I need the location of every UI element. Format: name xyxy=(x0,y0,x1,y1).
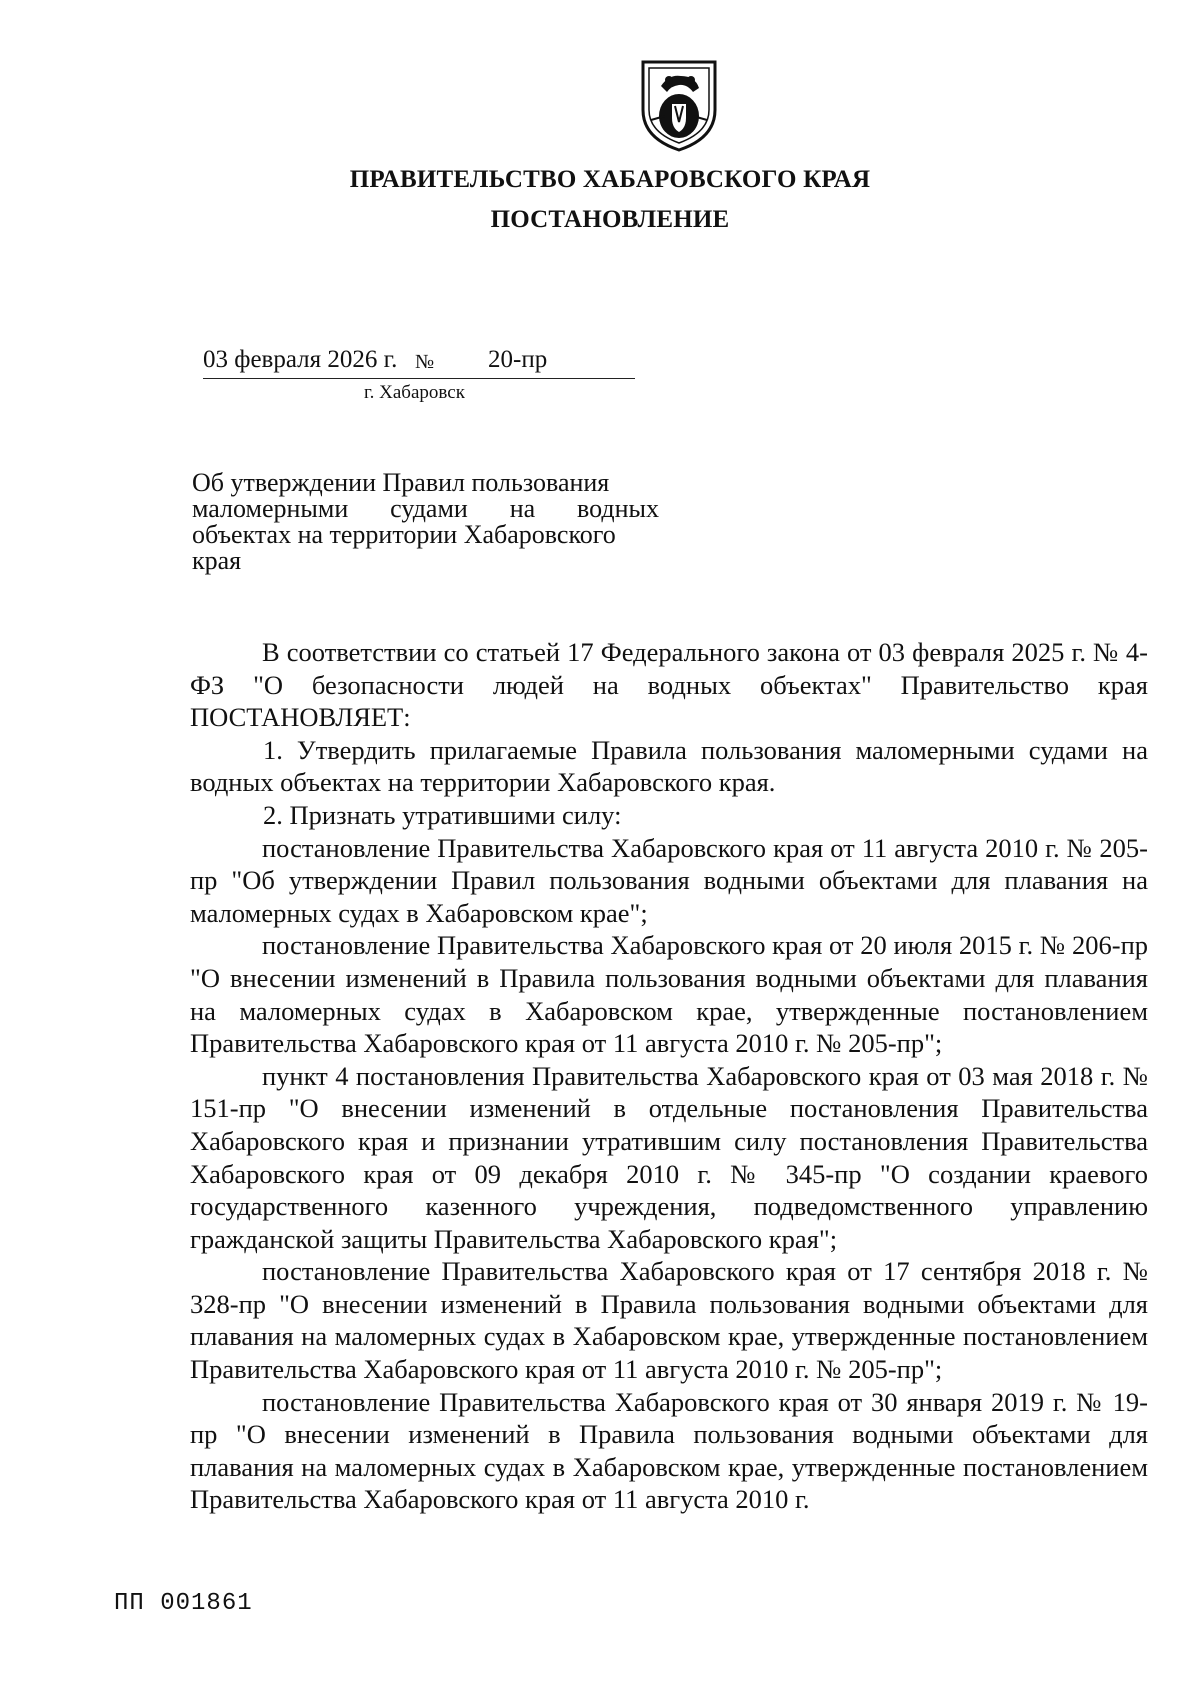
document-number: 20-пр xyxy=(488,346,548,373)
body-paragraph: В соответствии со статьей 17 Федерального закона от 03 февраля 2025 г. № 4-ФЗ "О безопасности людей на водных объектах" Правительство края ПОСТАНОВЛЯЕТ: xyxy=(190,637,1148,733)
document-date: 03 февраля 2026 г. xyxy=(203,346,398,373)
subject-line: края xyxy=(192,546,242,575)
body-paragraph: постановление Правительства Хабаровского края от 11 августа 2010 г. № 205-пр "Об утверждении Правил пользования водными объектами для плавания на маломерных судах в Хабаровском крае"; xyxy=(190,832,1148,928)
document-city: г. Хабаровск xyxy=(364,382,465,403)
subject-line: Об утверждении Правил пользования xyxy=(192,468,610,497)
government-name: ПРАВИТЕЛЬСТВО ХАБАРОВСКОГО КРАЯ xyxy=(349,166,871,193)
subject-line: объектах на территории Хабаровского xyxy=(192,520,616,549)
body-paragraph: 1. Утвердить прилагаемые Правила пользования маломерными судами на водных объектах на территории Хабаровского края. xyxy=(190,734,1148,798)
coat-of-arms-icon xyxy=(639,58,719,154)
body-paragraph: пункт 4 постановления Правительства Хабаровского края от 03 мая 2018 г. № 151-пр "О внесении изменений в отдельные постановления Правительства Хабаровского края и признании утратившим силу постановления Правительства Хабаровского края от 09 декабря 2010 г. № 345-пр "О создании краевого государственного казенного учреждения, подведомственного управлению гражданской защиты Правительства Хабаровского края"; xyxy=(190,1060,1148,1254)
body-paragraph: постановление Правительства Хабаровского края от 30 января 2019 г. № 19-пр "О внесении изменений в Правила пользования водными объектами для плавания на маломерных судах в Хабаровском крае, утвержденные постановлением Правительства Хабаровского края от 11 августа 2010 г. xyxy=(190,1386,1148,1515)
document-type: ПОСТАНОВЛЕНИЕ xyxy=(490,206,730,233)
document-body xyxy=(190,636,1148,1516)
form-code: ПП 001861 xyxy=(114,1590,253,1617)
date-number-line xyxy=(203,344,635,379)
document-subject xyxy=(192,470,659,574)
body-paragraph: постановление Правительства Хабаровского края от 20 июля 2015 г. № 206-пр "О внесении изменений в Правила пользования водными объектами для плавания на маломерных судах в Хабаровском крае, утвержденные постановлением Правительства Хабаровского края от 11 августа 2010 г. № 205-пр"; xyxy=(190,930,1148,1059)
body-paragraph: 2. Признать утратившими силу: xyxy=(263,799,622,830)
number-sign: № xyxy=(415,351,435,373)
subject-line: маломерными судами на водных xyxy=(192,494,659,523)
body-paragraph: постановление Правительства Хабаровского края от 17 сентября 2018 г. № 328-пр "О внесении изменений в Правила пользования водными объектами для плавания на маломерных судах в Хабаровском крае, утвержденные постановлением Правительства Хабаровского края от 11 августа 2010 г. № 205-пр"; xyxy=(190,1256,1148,1385)
